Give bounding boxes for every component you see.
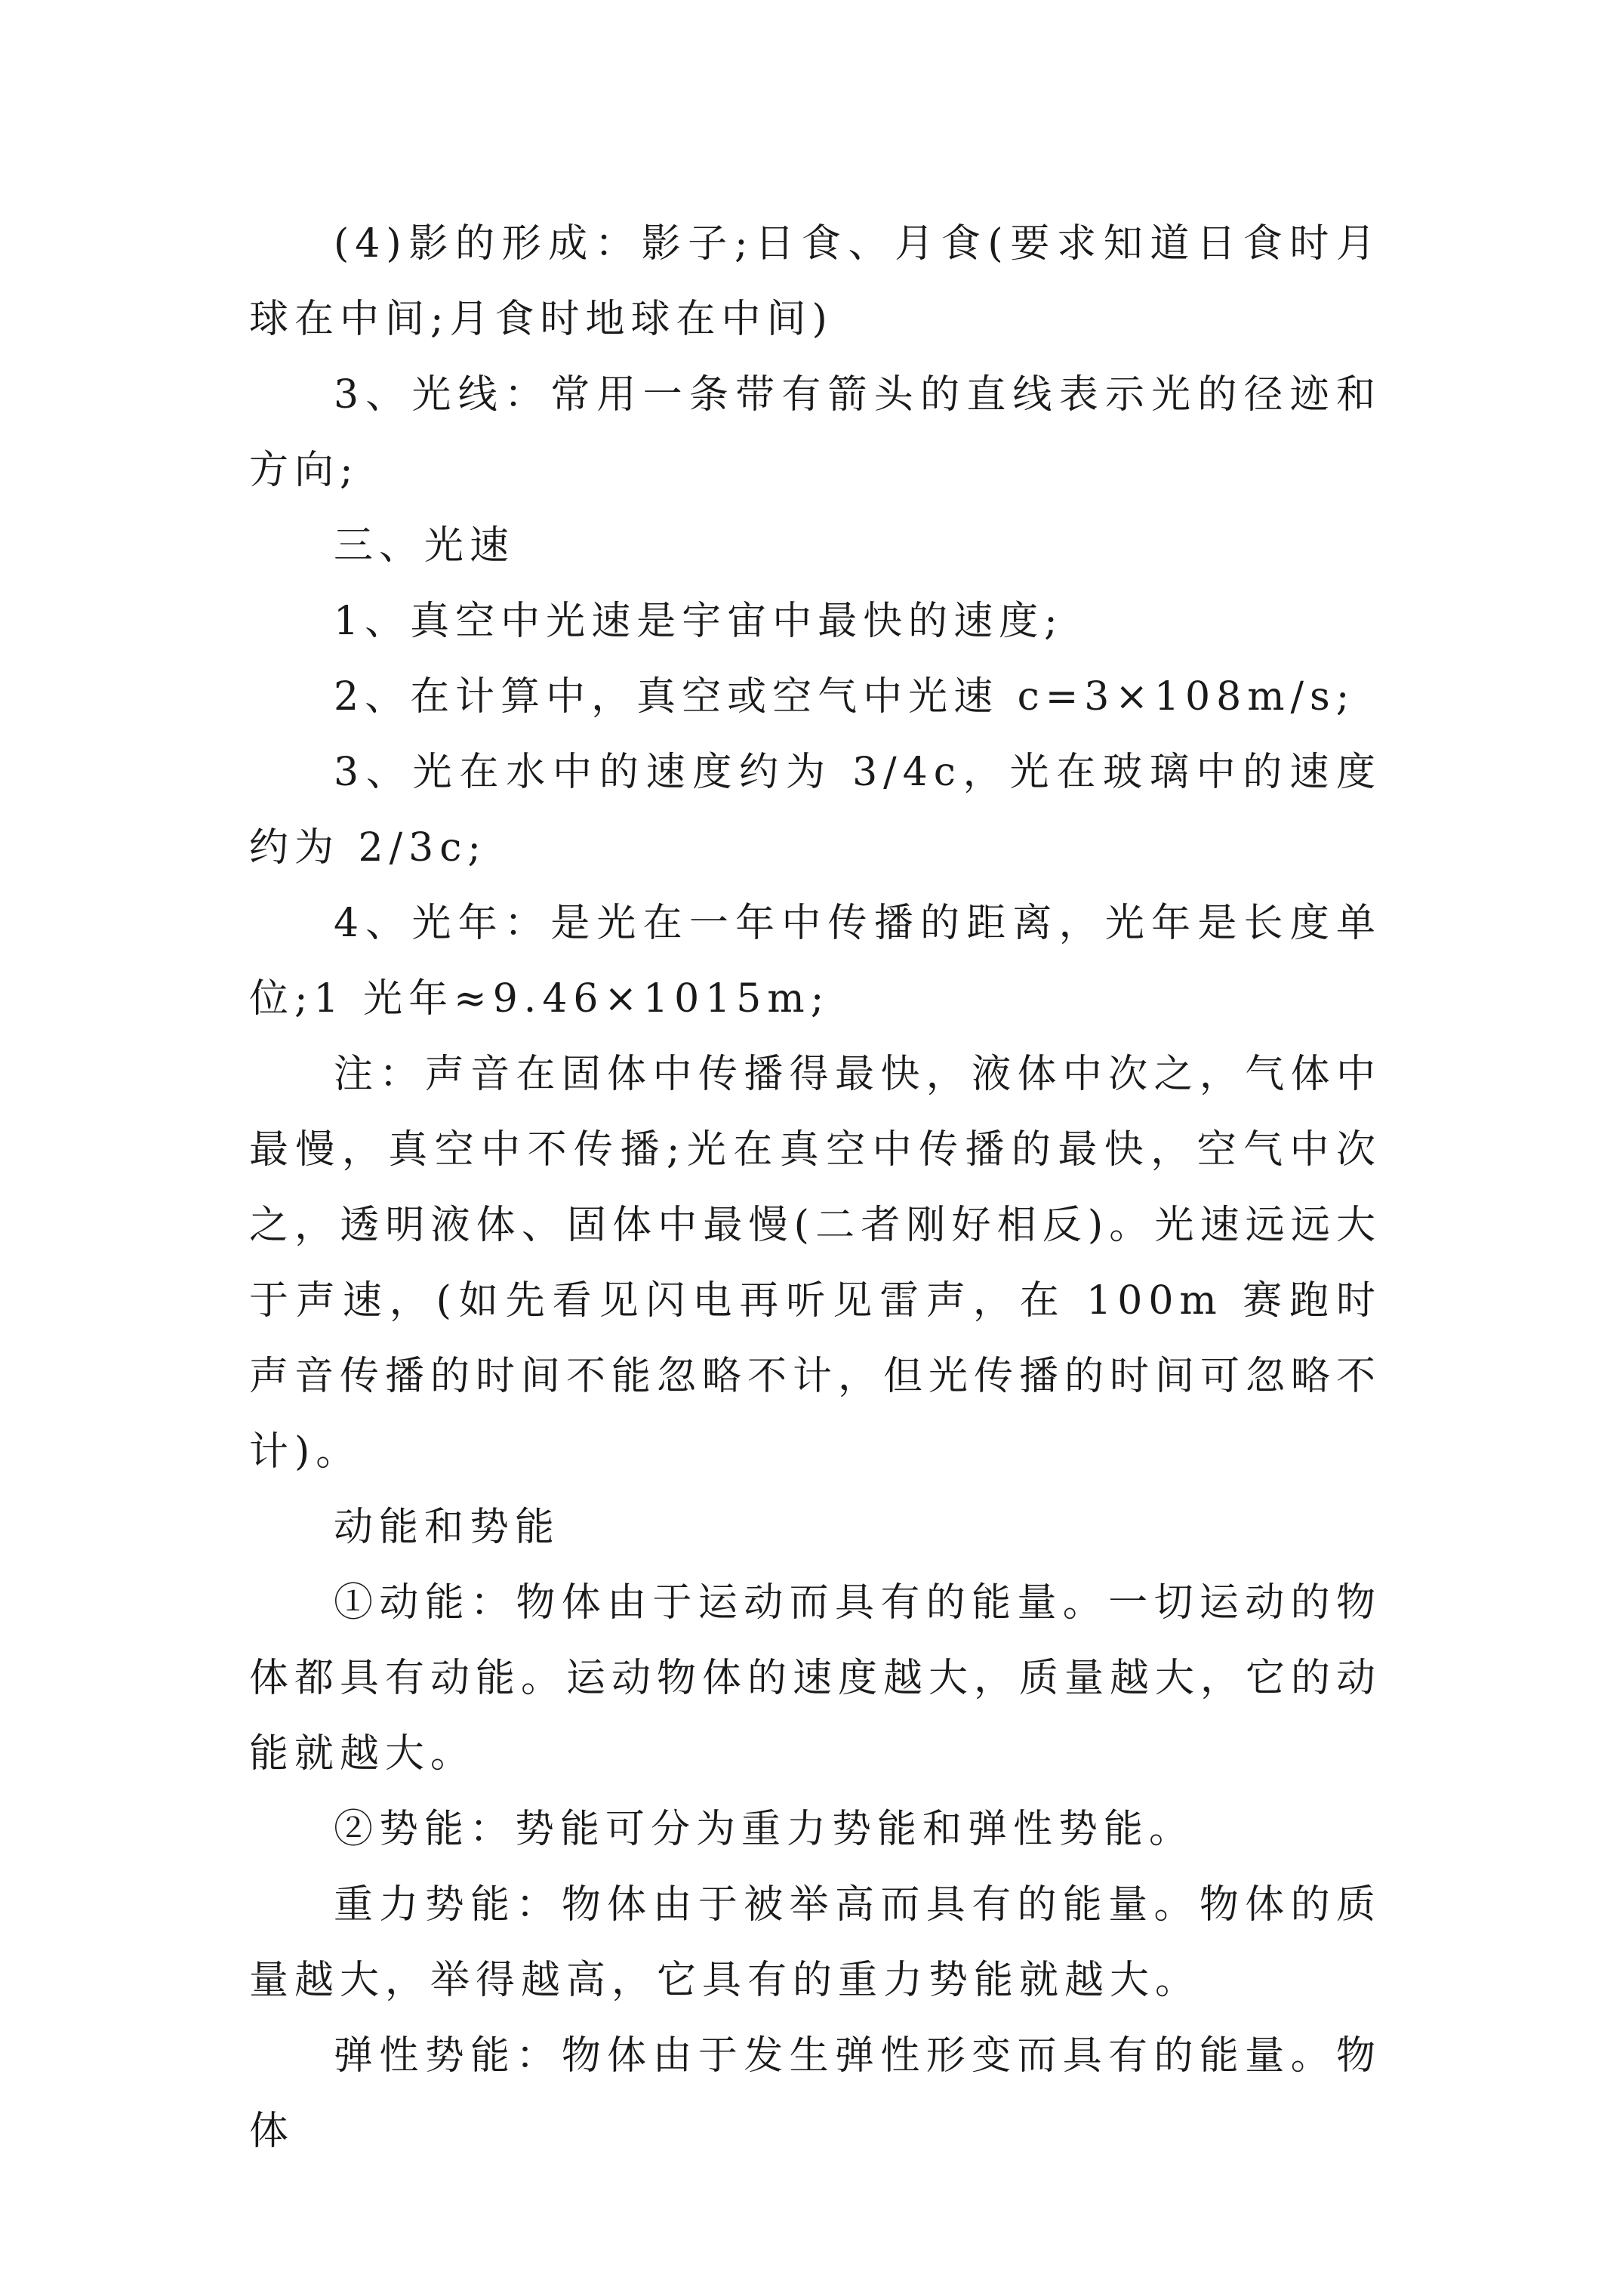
paragraph-speed-value: 2、在计算中，真空或空气中光速 c=3×108m/s; [334, 674, 1356, 720]
section-heading-energy: 动能和势能 [334, 1505, 561, 1550]
paragraph-water-glass-speed: 3、光在水中的速度约为 3/4c，光在玻璃中的速度约为 2/3c; [249, 750, 1381, 871]
paragraph-gravitational-potential: 重力势能：物体由于被举高而具有的能量。物体的质量越大，举得越高，它具有的重力势能就越大。 [249, 1882, 1381, 2003]
paragraph-light-ray: 3、光线：常用一条带有箭头的直线表示光的径迹和方向; [249, 372, 1381, 493]
paragraph-potential-energy: ②势能：势能可分为重力势能和弹性势能。 [334, 1807, 1195, 1852]
paragraph-light-year: 4、光年：是光在一年中传播的距离，光年是长度单位;1 光年≈9.46×1015m; [249, 901, 1381, 1022]
paragraph-shadow-formation: (4)影的形成：影子;日食、月食(要求知道日食时月球在中间;月食时地球在中间) [249, 221, 1381, 342]
paragraph-vacuum-speed: 1、真空中光速是宇宙中最快的速度; [334, 599, 1064, 644]
document-body [249, 206, 1381, 2169]
section-heading-light-speed: 三、光速 [334, 523, 516, 569]
paragraph-note-sound-light: 注：声音在固体中传播得最快，液体中次之，气体中最慢，真空中不传播;光在真空中传播的最快，空气中次之，透明液体、固体中最慢(二者刚好相反)。光速远远大于声速，(如先看见闪电再听见雷声，在 100m 赛跑时声音传播的时间不能忽略不计，但光传播的时间可忽略不计)。 [249, 1052, 1382, 1475]
paragraph-elastic-potential: 弹性势能：物体由于发生弹性形变而具有的能量。物体 [249, 2033, 1381, 2154]
paragraph-kinetic-energy: ①动能：物体由于运动而具有的能量。一切运动的物体都具有动能。运动物体的速度越大，质量越大，它的动能就越大。 [249, 1580, 1382, 1777]
